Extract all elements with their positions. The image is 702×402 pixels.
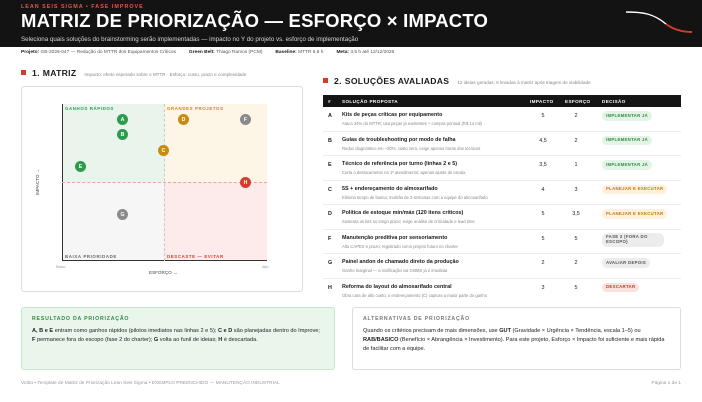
table-row[interactable]: A Kits de peças críticas por equipamento Ataca 34% do MTTR; usa peças já existentes + compra pontual (R$ 14 mil) 5 2 IMPLEMENTAR JÁ (323, 107, 681, 132)
tick-low: Baixo (56, 265, 66, 269)
axis-y-label: IMPACTO → (35, 168, 40, 195)
table-row[interactable]: G Painel andon de chamado direto da produção Ganho marginal — a notificação via CMMS já é imediata 2 2 AVALIAR DEPOIS (323, 254, 681, 279)
decision-badge: IMPLEMENTAR JÁ (602, 111, 652, 121)
page-footer (21, 381, 681, 386)
footer-left: Voitto • Template de Matriz de Priorização Lean Seis Sigma • EXEMPLO PREENCHIDO — MANUTENÇÃO INDUSTRIAL (21, 381, 280, 386)
label-avoid: DESCASTE — EVITAR (167, 254, 224, 259)
label-low-priority: BAIXA PRIORIDADE (65, 254, 117, 259)
meta-baseline: Baseline: MTTR 6,8 h (275, 49, 324, 55)
priority-matrix (21, 86, 303, 292)
axis-x-label: ESFORÇO → (149, 270, 178, 275)
bubble-f[interactable]: F (240, 114, 251, 125)
alternatives-text: Quando os critérios precisam de mais dimensões, use GUT (Gravidade × Urgência × Tendência, escala 1–5) ou RAB/BASICO (Benefício × Abrangência × Investimento). Para este projeto, Esforço × Impacto foi suficiente e mais rápida de facilitar com a equipe. (363, 328, 665, 353)
decision-badge: PLANEJAR E EXECUTAR (602, 185, 667, 195)
eyebrow: LEAN SEIS SIGMA • FASE IMPROVE (21, 4, 144, 10)
table-header: # SOLUÇÃO PROPOSTA IMPACTO ESFORÇO DECISÃO (323, 95, 681, 107)
table-row[interactable]: C 5S + endereçamento do almoxarifado Elimina tempo de busca; mutirão de 3 semanas com a equipe do almoxarifado 4 3 PLANEJAR E EXECUTAR (323, 181, 681, 206)
decision-badge: DESCARTAR (602, 283, 639, 293)
tick-high: Alto (262, 265, 269, 269)
bubble-b[interactable]: B (117, 129, 128, 140)
bubble-d[interactable]: D (178, 114, 189, 125)
decision-badge: AVALIAR DEPOIS (602, 258, 650, 268)
decision-badge: FASE 2 (FORA DO ESCOPO) (602, 233, 664, 247)
label-quick-wins: GANHOS RÁPIDOS (65, 106, 114, 111)
section-marker-icon (323, 78, 328, 83)
bubble-g[interactable]: G (117, 209, 128, 220)
table-row[interactable]: F Manutenção preditiva por sensoriamento Alto CAPEX e prazo; registrado como projeto futuro no charter 5 5 FASE 2 (FORA DO ESCOPO) (323, 230, 681, 255)
decision-badge: IMPLEMENTAR JÁ (602, 136, 652, 146)
result-text: A, B e E entram como ganhos rápidos (pilotos imediatos nas linhas 2 e 5); C e D são planejadas dentro do Improve; F permanece fora do escopo (fase 2 do charter); G volta ao funil de ideias; H é descartada. (32, 328, 320, 344)
page-header (0, 0, 702, 47)
page-number: Página 1 de 1 (651, 381, 681, 386)
decision-badge: PLANEJAR E EXECUTAR (602, 209, 667, 219)
alternatives-card (352, 307, 681, 370)
decision-badge: IMPLEMENTAR JÁ (602, 160, 652, 170)
table-row[interactable]: H Reforma do layout do almoxarifado central Obra cara de alto custo; o endereçamento (C) captura a maior parte do ganho 3 5 DESCARTAR (323, 279, 681, 304)
solutions-table (323, 95, 681, 303)
page-subtitle: Seleciona quais soluções do brainstorming serão implementadas — impacto no Y do projeto vs. esforço de implementação (21, 36, 359, 43)
section-marker-icon (21, 70, 26, 75)
result-heading: RESULTADO DA PRIORIZAÇÃO (32, 316, 130, 322)
table-row[interactable]: E Técnico de referência por turno (linhas 2 e 5) Corta o deslocamento no 1º atendimento; apenas ajuste de escala 3,5 1 IMPLEMENTAR JÁ (323, 156, 681, 181)
bubble-h[interactable]: H (240, 177, 251, 188)
table-row[interactable]: B Guias de troubleshooting por modo de falha Reduz diagnóstico em ~30%; custo zero, exige apenas horas dos técnicos 4,5 2 IMPLEMENTAR JÁ (323, 132, 681, 157)
meta-belt: Green Belt: Thiago Ramos (PCM) (188, 49, 263, 55)
divider-horizontal (62, 182, 267, 183)
meta-projeto: Projeto: GB-2026-047 — Redução do MTTR dos Equipamentos Críticos (21, 49, 176, 55)
project-meta (21, 47, 681, 57)
matrix-section-title: 1. MATRIZ Impacto: efeito esperado sobre o MTTR · Esforço: custo, prazo e complexidade (21, 68, 246, 78)
table-row[interactable]: D Política de estoque mín/máx (120 itens críticos) Sustenta os kits no longo prazo; exige análise de criticidade e lead time 5 3,5 PLANEJAR E EXECUTAR (323, 205, 681, 230)
page-title: MATRIZ DE PRIORIZAÇÃO — ESFORÇO × IMPACTO (21, 10, 489, 31)
bubble-a[interactable]: A (117, 114, 128, 125)
bubble-e[interactable]: E (75, 161, 86, 172)
meta-target: Meta: 3,5 h até 12/12/2026 (336, 49, 395, 55)
label-big-projects: GRANDES PROJETOS (167, 106, 224, 111)
solutions-section-title: 2. SOLUÇÕES AVALIADAS 12 ideias geradas; 8 levadas à matriz após triagem de viabilidade (323, 76, 591, 86)
decorative-curve-icon (624, 8, 694, 38)
bubble-c[interactable]: C (158, 145, 169, 156)
result-card (21, 307, 335, 370)
alternatives-heading: ALTERNATIVAS DE PRIORIZAÇÃO (363, 316, 470, 322)
